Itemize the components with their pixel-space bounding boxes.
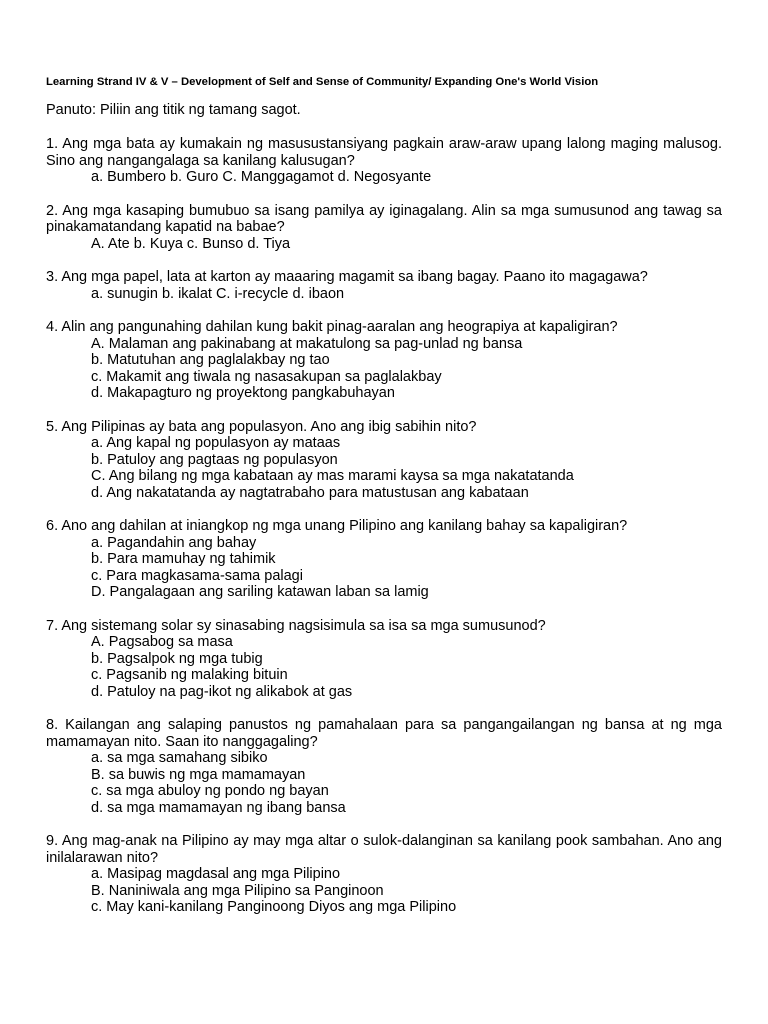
choice-b: b. Patuloy ang pagtaas ng populasyon (91, 451, 338, 468)
choices-inline: a. sunugin b. ikalat C. i-recycle d. ibaon (91, 285, 345, 302)
choice-a: a. Ang kapal ng populasyon ay mataas (91, 435, 341, 451)
choice-c: c. sa mga abuloy ng pondo ng bayan (91, 783, 329, 799)
choice-b: B. Naniniwala ang mga Pilipino sa Panginoon (91, 882, 384, 899)
choice-a: a. sa mga samahang sibiko (91, 750, 268, 766)
choice-b: b. Pagsalpok ng mga tubig (91, 650, 263, 667)
choice-b: b. Matutuhan ang paglalakbay ng tao (91, 352, 330, 368)
question-6 (46, 518, 722, 601)
question-text: 3. Ang mga papel, lata at karton ay maaaring magamit sa ibang bagay. Paano ito magagawa? (46, 269, 648, 285)
choice-a: a. Pagandahin ang bahay (91, 534, 257, 551)
choice-a: a. Masipag magdasal ang mga Pilipino (91, 866, 341, 882)
question-text: 9. Ang mag-anak na Pilipino ay may mga altar o sulok-dalanginan sa kanilang pook sambahan. Ano ang inilalarawan nito? (46, 833, 722, 866)
question-1 (46, 136, 722, 186)
choice-d: D. Pangalagaan ang sariling katawan laban sa lamig (91, 584, 429, 600)
choices-inline: A. Ate b. Kuya c. Bunso d. Tiya (91, 235, 291, 252)
question-5 (46, 419, 722, 502)
document-heading: Learning Strand IV & V – Development of Self and Sense of Community/ Expanding One's World Vision (46, 76, 599, 88)
question-4 (46, 319, 722, 402)
instructions: Panuto: Piliin ang titik ng tamang sagot. (46, 102, 301, 118)
question-8 (46, 717, 722, 816)
choice-d: d. Patuloy na pag-ikot ng alikabok at gas (91, 683, 353, 700)
choice-b: b. Para mamuhay ng tahimik (91, 551, 276, 567)
question-text: 7. Ang sistemang solar sy sinasabing nagsisimula sa isa sa mga sumusunod? (46, 617, 546, 634)
question-text: 8. Kailangan ang salaping panustos ng pamahalaan para sa pangangailangan ng bansa at ng mga mamamayan nito. Saan ito nanggagaling? (46, 717, 722, 750)
question-text: 5. Ang Pilipinas ay bata ang populasyon. Ano ang ibig sabihin nito? (46, 418, 477, 435)
choice-d: d. Ang nakatatanda ay nagtatrabaho para matustusan ang kabataan (91, 484, 529, 501)
question-2 (46, 203, 722, 253)
choice-a: A. Pagsabog sa masa (91, 634, 233, 650)
choice-d: d. sa mga mamamayan ng ibang bansa (91, 799, 346, 816)
question-9 (46, 833, 722, 916)
question-7 (46, 618, 722, 701)
choice-c: c. Para magkasama-sama palagi (91, 567, 303, 584)
choices-inline: a. Bumbero b. Guro C. Manggagamot d. Negosyante (91, 169, 432, 185)
question-text: 6. Ano ang dahilan at iniangkop ng mga unang Pilipino ang kanilang bahay sa kapaligiran? (46, 518, 628, 534)
question-text: 4. Alin ang pangunahing dahilan kung bakit pinag-aaralan ang heograpiya at kapaligiran? (46, 319, 618, 335)
choice-d: d. Makapagturo ng proyektong pangkabuhayan (91, 385, 395, 401)
choice-b: B. sa buwis ng mga mamamayan (91, 766, 306, 783)
choice-a: A. Malaman ang pakinabang at makatulong sa pag-unlad ng bansa (91, 335, 523, 352)
question-3 (46, 269, 722, 302)
choice-c: c. Pagsanib ng malaking bituin (91, 667, 288, 683)
choice-c: C. Ang bilang ng mga kabataan ay mas marami kaysa sa mga nakatatanda (91, 468, 574, 484)
question-text: 1. Ang mga bata ay kumakain ng masusustansiyang pagkain araw-araw upang lalong maging malusog. Sino ang nangangalaga sa kanilang kalusugan? (46, 136, 722, 169)
choice-c: c. Makamit ang tiwala ng nasasakupan sa paglalakbay (91, 368, 442, 385)
question-text: 2. Ang mga kasaping bumubuo sa isang pamilya ay iginagalang. Alin sa mga sumusunod ang tawag sa pinakamatandang kapatid na babae? (46, 202, 722, 235)
choice-c: c. May kani-kanilang Panginoong Diyos ang mga Pilipino (91, 899, 457, 915)
